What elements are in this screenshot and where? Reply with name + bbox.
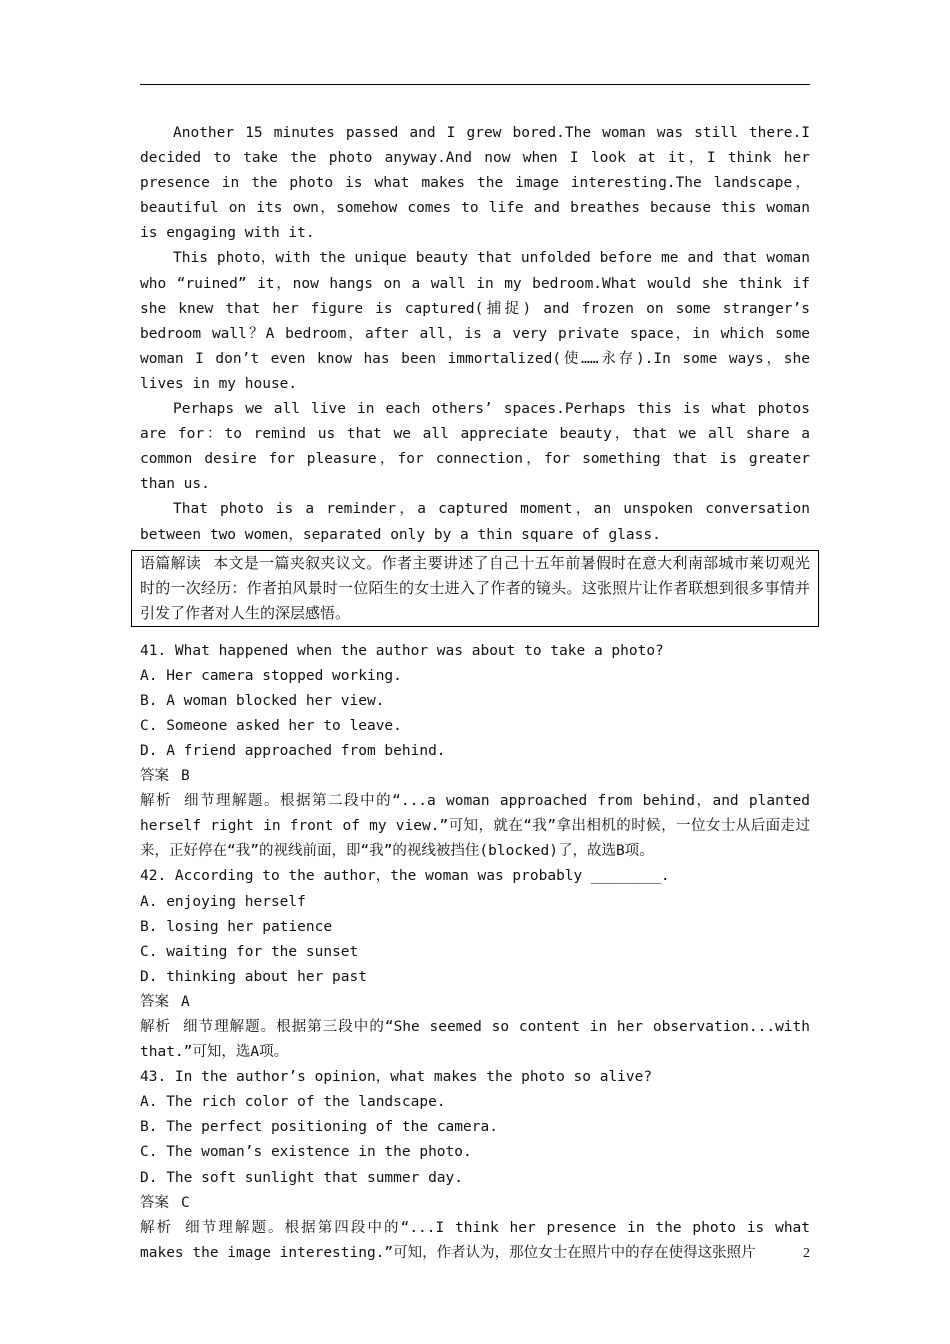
answer-line <box>140 764 810 789</box>
analysis-line <box>140 789 810 864</box>
question-stem: 42. According to the author，the woman was probably ________. <box>140 868 670 885</box>
answer-label: 答案 <box>140 1194 169 1211</box>
question-41 <box>140 639 810 865</box>
option-c: C. Someone asked her to leave. <box>140 717 402 734</box>
option-b: B. A woman blocked her view. <box>140 692 385 709</box>
option-c: C. The woman’s existence in the photo. <box>140 1144 472 1161</box>
page-number: 2 <box>803 1246 810 1261</box>
analysis-line <box>140 1216 810 1266</box>
analysis-text: 细节理解题。根据第二段中的“...a woman approached from behind，and planted herself right in front of my view.”可知，就在“我”拿出相机的时候，一位女士从后面走过来，正好停在“我”的视线前面，即“我”的视线被挡住(blocked)了，故选B项。 <box>140 793 810 860</box>
header-rule <box>140 84 810 85</box>
question-43 <box>140 1065 810 1266</box>
answer-line <box>140 1191 810 1216</box>
passage-paragraph: Perhaps we all live in each others’ spaces.Perhaps this is what photos are for：to remind us that we all appreciate beauty，that we all share a common desire for pleasure，for connection，for something that is greater than us. <box>140 401 810 493</box>
option-b: B. losing her patience <box>140 918 333 935</box>
analysis-text: 细节理解题。根据第四段中的“...I think her presence in the photo is what makes the image interesting.”可知，作者认为，那位女士在照片中的存在使得这张照片 <box>140 1219 811 1261</box>
page-content <box>140 121 810 1266</box>
passage-paragraph: That photo is a reminder，a captured moment，an unspoken conversation between two women，separated only by a thin square of glass. <box>140 501 810 543</box>
question-42 <box>140 864 810 1065</box>
option-d: D. A friend approached from behind. <box>140 742 446 759</box>
passage-paragraph: This photo，with the unique beauty that unfolded before me and that woman who “ruined” it，now hangs on a wall in my bedroom.What would she think if she knew that her figure is captured(捕捉) and frozen on some stranger’s bedroom wall？A bedroom，after all，is a very private space，in which some woman I don’t even know has been immortalized(使……永存).In some ways，she lives in my house. <box>140 250 810 392</box>
question-stem: 43. In the author’s opinion，what makes the photo so alive? <box>140 1069 653 1086</box>
option-b: B. The perfect positioning of the camera. <box>140 1119 498 1136</box>
option-a: A. The rich color of the landscape. <box>140 1094 446 1111</box>
option-a: A. Her camera stopped working. <box>140 667 402 684</box>
option-d: D. The soft sunlight that summer day. <box>140 1169 464 1186</box>
analysis-text: 细节理解题。根据第三段中的“She seemed so content in her observation...with that.”可知，选A项。 <box>140 1019 810 1061</box>
analysis-line <box>140 1015 810 1065</box>
answer-label: 答案 <box>140 993 169 1010</box>
answer-value: B <box>181 768 190 785</box>
question-stem: 41. What happened when the author was about to take a photo? <box>140 642 664 659</box>
answer-label: 答案 <box>140 768 169 785</box>
summary-label: 语篇解读 <box>140 553 202 572</box>
answer-value: C <box>181 1194 190 1211</box>
analysis-label: 解析 <box>140 793 173 810</box>
analysis-label: 解析 <box>140 1019 172 1035</box>
option-d: D. thinking about her past <box>140 968 367 985</box>
option-a: A. enjoying herself <box>140 893 306 910</box>
answer-value: A <box>181 993 190 1010</box>
summary-text: 本文是一篇夹叙夹议文。作者主要讲述了自己十五年前暑假时在意大利南部城市莱切观光时的一次经历：作者拍风景时一位陌生的女士进入了作者的镜头。这张照片让作者联想到很多事情并引发了作者对人生的深层感悟。 <box>140 553 810 622</box>
option-c: C. waiting for the sunset <box>140 943 359 960</box>
passage-paragraph: Another 15 minutes passed and I grew bored.The woman was still there.I decided to take the photo anyway.And now when I look at it，I think her presence in the photo is what makes the image interesting.The landscape，beautiful on its own，somehow comes to life and breathes because this woman is engaging with it. <box>140 125 810 242</box>
answer-line <box>140 990 810 1015</box>
summary-box <box>131 550 819 627</box>
analysis-label: 解析 <box>140 1219 174 1236</box>
